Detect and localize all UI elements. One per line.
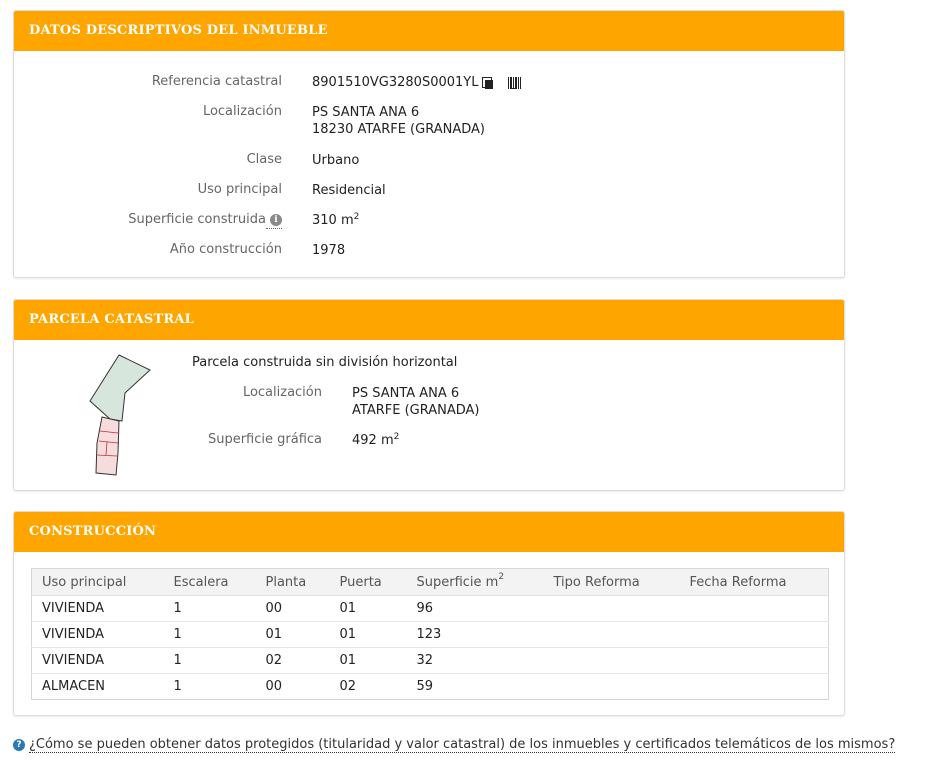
cell-puerta: 01 (330, 648, 407, 674)
construccion-panel (13, 511, 845, 716)
cell-planta: 00 (256, 596, 330, 622)
referencia-text: 8901510VG3280S0001YL (312, 75, 479, 90)
parcela-localizacion-line2: ATARFE (GRANADA) (352, 403, 480, 418)
parcela-localizacion-label: Localización (242, 385, 322, 400)
cell-tipo-reforma (544, 596, 680, 622)
cell-escalera: 1 (173, 679, 182, 694)
localizacion-line1: PS SANTA ANA 6 (312, 105, 420, 120)
cell-tipo-reforma (544, 622, 680, 648)
col-planta: Planta (256, 569, 330, 596)
parcela-map-thumbnail[interactable] (89, 353, 169, 478)
localizacion-line2: 18230 ATARFE (GRANADA) (312, 122, 485, 137)
col-tipo-reforma: Tipo Reforma (544, 569, 680, 596)
col-fecha-reforma: Fecha Reforma (680, 569, 829, 596)
localizacion-value (312, 104, 485, 138)
referencia-label: Referencia catastral (151, 74, 282, 89)
superficie-grafica-number: 492 m (352, 433, 394, 448)
cell-planta: 00 (265, 679, 283, 694)
cell-uso: VIVIENDA (32, 648, 164, 674)
col-escalera: Escalera (164, 569, 256, 596)
superficie-construida-text: Superficie construida (128, 212, 266, 227)
table-row (32, 622, 829, 648)
superficie-grafica-value (352, 432, 399, 449)
cell-fecha-reforma (680, 674, 829, 700)
parcela-localizacion-value (352, 385, 479, 419)
parcela-catastral-header: PARCELA CATASTRAL (14, 300, 844, 340)
superficie-construida-value (312, 212, 359, 229)
table-row (32, 648, 829, 674)
superficie-construida-label (14, 212, 282, 227)
cell-escalera: 1 (164, 648, 256, 674)
help-protected-data-link[interactable]: ¿Cómo se pueden obtener datos protegidos (titularidad y valor catastral) de los inmuebles y certificados telemáticos de los mismos? (29, 737, 896, 752)
cell-escalera: 1 (164, 596, 256, 622)
info-tooltip-trigger[interactable] (266, 212, 282, 229)
uso-principal-label: Uso principal (197, 182, 282, 197)
col-superficie-text: Superficie m (416, 574, 499, 590)
col-uso-principal: Uso principal (32, 569, 164, 596)
cell-planta: 02 (256, 648, 330, 674)
clase-value: Urbano (312, 153, 360, 168)
cell-tipo-reforma (544, 648, 680, 674)
parcela-tipo: Parcela construida sin división horizontal (192, 355, 458, 370)
superficie-construida-unit-sup: 2 (353, 212, 360, 222)
referencia-value (312, 74, 521, 91)
cell-puerta: 01 (330, 596, 407, 622)
cell-uso: VIVIENDA (32, 596, 164, 622)
copy-icon[interactable] (482, 77, 494, 89)
superficie-grafica-unit-sup: 2 (393, 432, 400, 442)
cell-puerta: 01 (330, 622, 407, 648)
col-puerta: Puerta (330, 569, 407, 596)
superficie-construida-number: 310 m (312, 213, 354, 228)
cell-uso: VIVIENDA (32, 622, 164, 648)
superficie-grafica-label: Superficie gráfica (207, 432, 322, 447)
localizacion-label: Localización (202, 104, 282, 119)
parcela-catastral-panel (13, 299, 845, 491)
uso-principal-value: Residencial (312, 183, 386, 198)
datos-descriptivos-header: DATOS DESCRIPTIVOS DEL INMUEBLE (14, 11, 844, 51)
cell-fecha-reforma (680, 648, 829, 674)
cell-fecha-reforma (680, 622, 829, 648)
construccion-header: CONSTRUCCIÓN (14, 512, 844, 552)
barcode-icon[interactable] (508, 77, 521, 89)
cell-superficie: 59 (416, 679, 434, 694)
col-superficie-sup: 2 (498, 571, 505, 582)
cell-superficie: 123 (407, 622, 544, 648)
table-row (32, 596, 829, 622)
cell-escalera: 1 (164, 622, 256, 648)
cell-planta: 01 (256, 622, 330, 648)
cell-tipo-reforma (544, 674, 680, 700)
table-header-row (32, 569, 829, 596)
cell-puerta: 02 (339, 679, 357, 694)
cell-uso: ALMACEN (42, 679, 106, 694)
datos-descriptivos-panel (13, 10, 845, 278)
anio-construccion-value: 1978 (312, 243, 346, 258)
cell-superficie: 32 (407, 648, 544, 674)
col-superficie (407, 569, 544, 596)
table-row (32, 674, 829, 700)
clase-label: Clase (246, 152, 282, 167)
construccion-table (31, 568, 829, 700)
help-question-icon: ? (13, 739, 25, 751)
anio-construccion-label: Año construcción (169, 242, 282, 257)
cell-superficie: 96 (407, 596, 544, 622)
parcela-localizacion-line1: PS SANTA ANA 6 (352, 386, 460, 401)
cell-fecha-reforma (680, 596, 829, 622)
help-footer (13, 737, 895, 752)
info-icon[interactable]: i (270, 214, 282, 226)
